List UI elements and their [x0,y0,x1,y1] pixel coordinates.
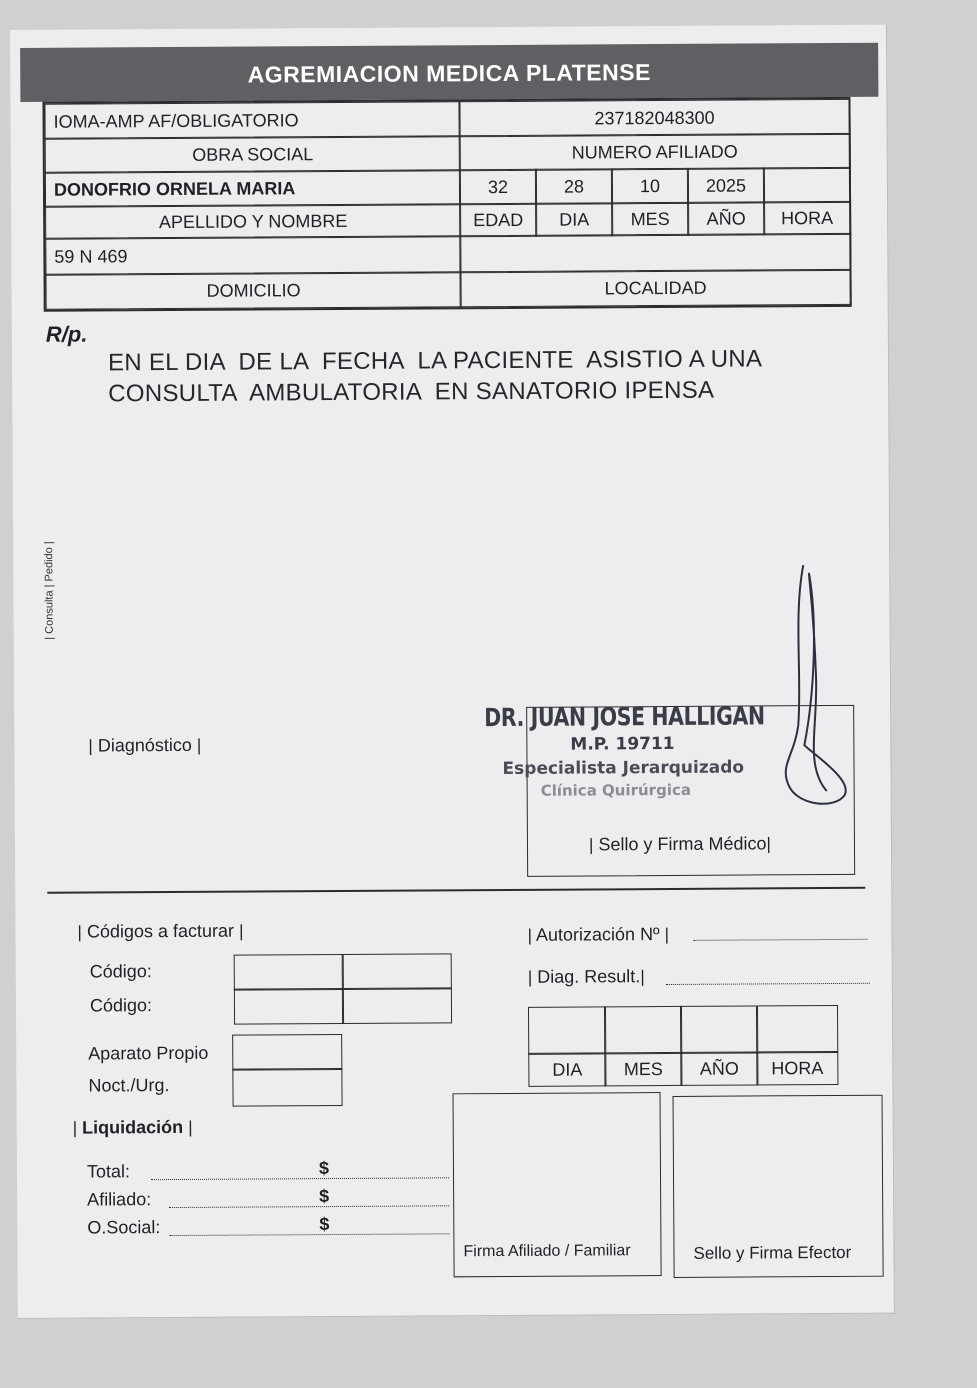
rp-label: R/p. [45,321,88,347]
locality-label: LOCALIDAD [459,269,851,307]
diagnosis-label: Diagnóstico [97,734,192,756]
code1-box-b[interactable] [342,953,452,990]
stamp-field: Clínica Quirúrgica [540,780,692,800]
total-field[interactable] [151,1177,449,1180]
stamp-doctor-name: DR. JUAN JOSE HALLIGAN [484,701,765,733]
total-label: Total: [86,1161,131,1182]
social-amount-label: O.Social: [87,1217,161,1238]
prescription-text [108,343,763,409]
patient-name-label: APELLIDO Y NOMBRE [45,203,461,240]
diag-result-field[interactable] [666,983,870,985]
stamp-label: Sello y Firma Médico [598,833,767,855]
patient-name-value: DONOFRIO ORNELA MARIA [45,169,461,208]
day-value: 28 [535,168,613,204]
diagnosis-label-wrap: | Diagnóstico | [88,734,202,756]
total-currency: $ [318,1158,330,1179]
authorization-field[interactable] [694,939,868,941]
night-urgent-label: Noct./Urg. [88,1075,170,1096]
result-day-label: DIA [528,1052,606,1086]
affiliate-number-value: 237182048300 [458,99,850,137]
form-title: AGREMIACION MEDICA PLATENSE [20,43,878,102]
obra-social-label: OBRA SOCIAL [45,135,461,174]
provider-signature-label: Sello y Firma Efector [693,1242,852,1263]
own-device-box[interactable] [232,1034,342,1071]
obra-social-value: IOMA-AMP AF/OBLIGATORIO [44,101,460,140]
social-amount-field[interactable] [169,1233,449,1236]
codes-label: Códigos a facturar [86,920,235,942]
settlement-label: Liquidación [82,1116,184,1138]
settlement-label-wrap: | Liquidación | [72,1116,193,1138]
affiliate-currency: $ [319,1186,330,1207]
month-value: 10 [611,168,689,204]
result-day-box[interactable] [528,1006,606,1054]
authorization-label-wrap: | Autorización Nº | [527,924,670,945]
code2-box-b[interactable] [342,987,452,1024]
diag-result-label-wrap: | Diag. Result.| [527,966,645,987]
address-label: DOMICILIO [45,271,461,310]
social-currency: $ [319,1214,330,1235]
stamp-license: M.P. 19711 [570,733,675,755]
code1-label: Código: [89,961,152,982]
prescription-form [10,25,895,1319]
code2-box-a[interactable] [234,988,344,1025]
doctor-signature-scribble [773,555,855,815]
night-urgent-box[interactable] [232,1068,342,1107]
year-label: AÑO [687,201,765,235]
year-value: 2025 [687,167,765,203]
code2-label: Código: [89,995,153,1016]
result-year-box[interactable] [680,1005,758,1053]
prescription-line-2: CONSULTA AMBULATORIA EN SANATORIO IPENSA [108,376,715,408]
hour-label: HORA [763,201,851,236]
month-label: MES [611,202,689,236]
authorization-label: Autorización Nº [535,924,660,945]
patient-data-grid [42,97,851,312]
age-value: 32 [459,169,537,205]
result-month-label: MES [604,1052,682,1086]
locality-value [459,233,851,273]
result-hour-label: HORA [756,1051,838,1086]
affiliate-amount-field[interactable] [169,1205,449,1208]
prescription-line-1: EN EL DIA DE LA FECHA LA PACIENTE ASISTIO A UNA [107,345,763,377]
side-label: | Consulta | Pedido | [43,541,56,640]
stamp-label-wrap: | Sello y Firma Médico| [588,833,771,855]
result-year-label: AÑO [680,1051,758,1085]
diag-result-label: Diag. Result. [537,966,641,987]
affiliate-number-label: NUMERO AFILIADO [459,133,851,171]
day-label: DIA [535,202,613,236]
code1-box-a[interactable] [234,954,344,991]
affiliate-amount-label: Afiliado: [87,1189,152,1210]
own-device-label: Aparato Propio [88,1042,209,1064]
age-label: EDAD [459,203,537,237]
result-hour-box[interactable] [756,1005,838,1054]
stamp-specialty: Especialista Jerarquizado [502,757,745,780]
codes-label-wrap: | Códigos a facturar | [77,920,244,942]
result-month-box[interactable] [604,1006,682,1054]
section-divider [47,887,865,894]
hour-value [763,167,851,204]
address-value: 59 N 469 [45,235,461,276]
affiliate-signature-label: Firma Afiliado / Familiar [463,1242,631,1261]
